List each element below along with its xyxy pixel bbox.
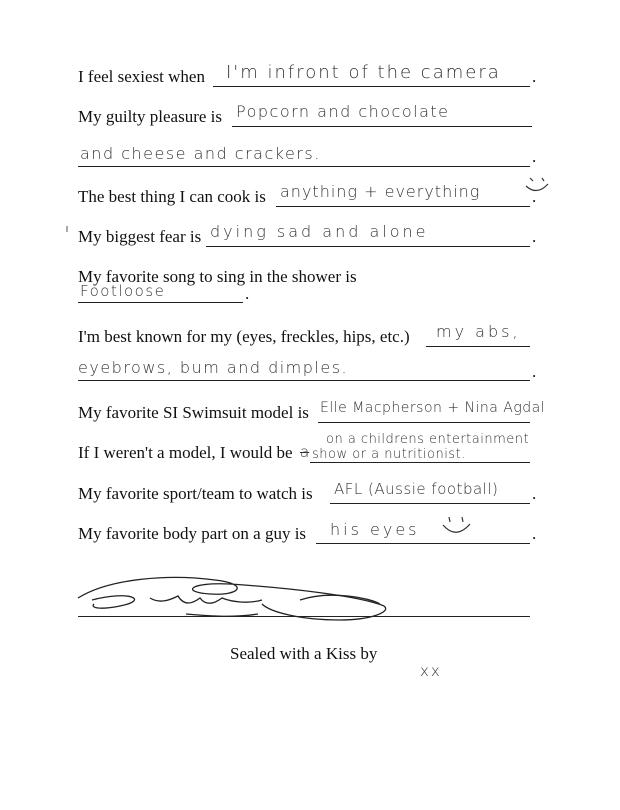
- q9-answer: AFL (Aussie football): [334, 480, 499, 498]
- q8-answer: on a childrens entertainment: [326, 432, 530, 447]
- q6-label: I'm best known for my (eyes, freckles, hips, etc.): [78, 327, 410, 346]
- q6-answer: my abs,: [436, 322, 521, 341]
- q5-answer: Footloose: [80, 282, 166, 300]
- smiley-icon: [443, 517, 470, 532]
- q6-answer-2: eyebrows, bum and dimples.: [78, 358, 349, 377]
- q1-answer: I'm infront of the camera: [226, 62, 501, 83]
- q3-label: The best thing I can cook is: [78, 187, 266, 206]
- q2-end: .: [532, 147, 537, 166]
- q1-end: .: [532, 67, 537, 86]
- q2-answer: Popcorn and chocolate: [236, 102, 450, 121]
- q3-answer: anything + everything: [280, 182, 481, 201]
- kisses: xx: [420, 662, 442, 680]
- q4-label: My biggest fear is: [78, 227, 202, 246]
- q10-end: .: [532, 524, 537, 543]
- q8-label: If I weren't a model, I would be: [78, 443, 293, 462]
- q8-strike: a: [300, 443, 310, 461]
- q9-label: My favorite sport/team to watch is: [78, 484, 313, 503]
- q8-answer-2: show or a nutritionist.: [312, 447, 466, 462]
- q4-answer: dying sad and alone: [210, 222, 429, 241]
- q10-label: My favorite body part on a guy is: [78, 524, 307, 543]
- signature-scribble: [78, 577, 386, 620]
- q10-answer: his eyes: [330, 520, 420, 539]
- q7-answer: Elle Macpherson + Nina Agdal: [320, 400, 546, 416]
- q2-label: My guilty pleasure is: [78, 107, 223, 126]
- q3-end: .: [532, 187, 537, 206]
- q5-label: My favorite song to sing in the shower is: [78, 267, 357, 286]
- q6-end: .: [532, 362, 537, 381]
- q7-label: My favorite SI Swimsuit model is: [78, 403, 309, 422]
- q9-end: .: [532, 484, 537, 503]
- q1-label: I feel sexiest when: [78, 67, 205, 86]
- q4-end: .: [532, 227, 537, 246]
- sealed-caption: Sealed with a Kiss by: [230, 644, 378, 663]
- q2-answer-2: and cheese and crackers.: [80, 144, 321, 163]
- q5-end: .: [245, 284, 250, 303]
- smiley-icon: [526, 178, 548, 191]
